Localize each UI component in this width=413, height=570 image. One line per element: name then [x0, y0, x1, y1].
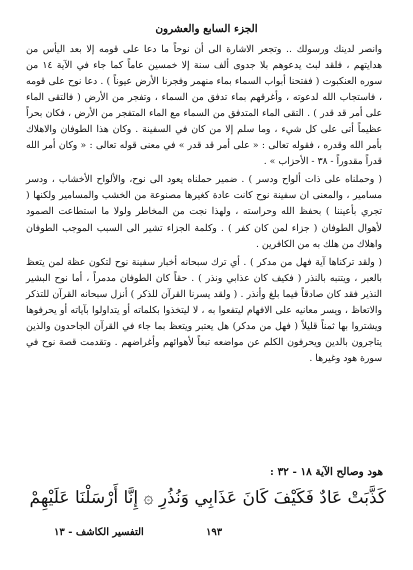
paragraph: ( ولقد تركناها آية فهل من مدكر ) . أي ترك سبحانه أخبار سفينة نوح لتكون عظة لمن يتعظ بالعبر ، ويتنبه بالنذر ( فكيف كان عذابي ونذر ) . حقاً كان الطوفان مدمراً ، أما نوح البشير النذير فقد كان صادقاً فيما بلغ وأنذر . ( ولقد يسرنا القرآن للذكر ) أنزل سبحانه القرآن للتذكر والاتعاظ ، ويسر معانيه على الافهام ليتفعوا به ، لا ليتخذوا بكلماته أو يتداولوا بآياته أو يحرفوها ويشتروا بها ثمناً قليلاً ( فهل من مدكر) هل يعتبر ويتعظ بما جاء في القرآن الجاحدون والذين يتاجرون بالدين ويحرفون الكلم عن مواضعه تبعاً لأهوائهم وأغراضهم . وتقدمت قصة نوح في سورة هود وغيرها .	[26, 256, 382, 364]
quran-verse: كَذَّبَتْ عَادٌ فَكَيْفَ كَانَ عَذَابِي وَنُذُرِ ۞ إِنَّا أَرْسَلْنَا عَلَيْهِمْ	[29, 488, 386, 508]
page-footer	[26, 527, 386, 543]
section-heading: هود وصالح الآية ١٨ - ٣٢ :	[269, 466, 383, 478]
book-reference: التفسير الكاشف - ١٣	[54, 527, 144, 538]
body-text	[26, 42, 382, 367]
running-header: الجزء السابع والعشرون	[155, 23, 258, 35]
page-number: ١٩٣	[206, 527, 223, 538]
paragraph: ( وحملناه على ذات ألواح ودسر ) . ضمير حملناه يعود الى نوح، والألواح الأخشاب ، ودسر مسامير ، والمعنى ان سفينة نوح كانت عادة كغيرها مصنوعة من الخشب والمسامير ولكنها ( تجري بأعيننا ) بحفظ الله وحراسته ، ولهذا نجت من المخاطر ولولا ما استطاعت الصمود لأهوال الطوفان ( جزاء لمن كان كفر ) . وكلمة الجزاء تشير الى السبب الموجب الطوفان واهلاك من هلك به من الكافرين .	[26, 174, 382, 250]
paragraph: وانصر لدينك ورسولك .. وتجعر الاشارة الى أن نوحاً ما دعا على قومه إلا بعد اليأس من هدايتهم ، فلقد لبث يدعوهم بلا جدوى ألف سنة إلا خمسين عاماً كما جاء في الآية ١٤ من سوره العنكبوت ( ففتحنا أبواب السماء بماء منهمر وفجرنا الأرض عيوناً ) . دعا نوح على قومه ، فاستجاب الله لدعوته ، وأغرقهم بماء تدفق من السماء ، وتفجر من الأرض ( فالتقى الماء على أمر قد قدر ) . التقى الماء المتدفق من السماء مع الماء المتفجر من الأرض ، فكان بحراً عظيماً أتى على كل شيء ، وما سلم إلا من كان في السفينة . وكان هذا الطوفان والاهلاك بأمر الله وقدره ، فقوله تعالى : « على أمر قد قدر » في معنى قوله تعالى : « وكان أمر الله قدراً مقدوراً - ٣٨ - الأحزاب » .	[26, 44, 382, 168]
